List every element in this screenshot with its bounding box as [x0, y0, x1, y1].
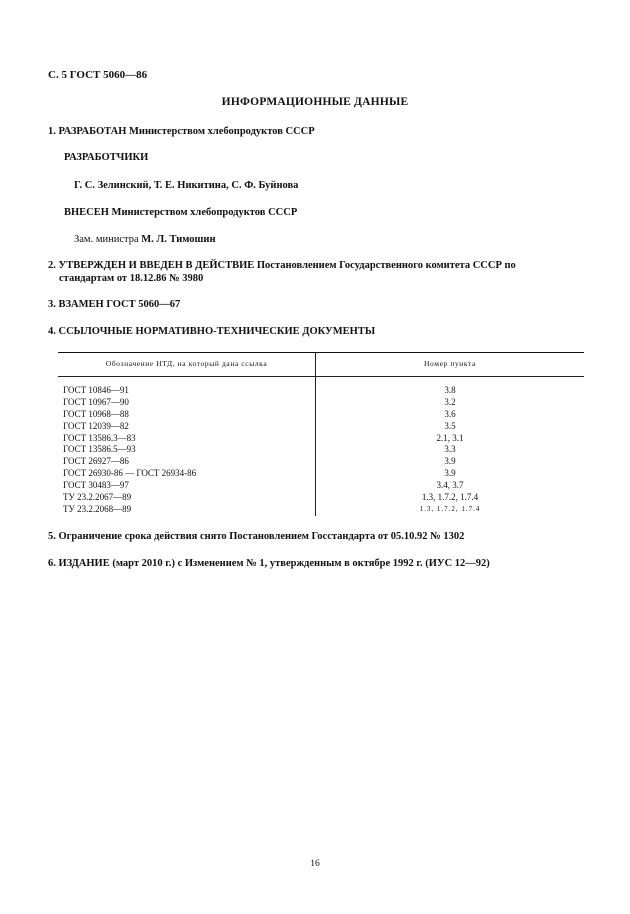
- table-cell-document: ГОСТ 10846—91: [63, 385, 129, 395]
- table-cell-item: 3.2: [444, 396, 456, 407]
- table-cell-document: ГОСТ 12039—82: [63, 420, 129, 431]
- table-row: [58, 397, 584, 409]
- table-cell-document: ГОСТ 26927—86: [63, 456, 129, 467]
- section-2-line-2: стандартам от 18.12.86 № 3980: [59, 273, 204, 284]
- table-header-item: Номер пункта: [424, 359, 476, 368]
- table-row: [58, 433, 584, 445]
- table-body: [58, 385, 584, 516]
- table-cell-document: ГОСТ 10968—88: [63, 408, 129, 419]
- table-header-rule: [58, 376, 584, 377]
- table-cell-item: 2.1, 3.1: [436, 432, 464, 443]
- table-row: [58, 492, 584, 504]
- table-row: [58, 409, 584, 421]
- table-row: [58, 456, 584, 468]
- table-row: [58, 504, 584, 516]
- table-cell-item: 3.5: [444, 420, 456, 431]
- table-cell-item: 3.6: [444, 408, 456, 419]
- section-4-heading: 4. ССЫЛОЧНЫЕ НОРМАТИВНО-ТЕХНИЧЕСКИЕ ДОКУМЕНТЫ: [48, 326, 376, 337]
- deputy-minister-line: [74, 234, 216, 245]
- table-row: [58, 480, 584, 492]
- table-row: [58, 421, 584, 433]
- table-cell-item: 1.3, 1.7.2, 1.7.4: [419, 504, 481, 513]
- table-cell-document: ГОСТ 13586.5—93: [63, 444, 136, 455]
- table-cell-document: ТУ 23.2.2068—89: [63, 503, 132, 514]
- page-header: С. 5 ГОСТ 5060—86: [48, 69, 148, 81]
- introduced-by: ВНЕСЕН Министерством хлебопродуктов СССР: [64, 207, 298, 218]
- page-number: 16: [310, 859, 320, 869]
- table-cell-document: ГОСТ 10967—90: [63, 396, 129, 407]
- table-row: [58, 444, 584, 456]
- page-title: ИНФОРМАЦИОННЫЕ ДАННЫЕ: [221, 96, 409, 108]
- developers-names: Г. С. Зелинский, Т. Е. Никитина, С. Ф. Буйнова: [74, 180, 299, 191]
- table-cell-document: ГОСТ 26930-86 — ГОСТ 26934-86: [63, 468, 197, 479]
- section-5: 5. Ограничение срока действия снято Постановлением Госстандарта от 05.10.92 № 1302: [48, 531, 465, 542]
- table-cell-document: ГОСТ 13586.3—83: [63, 432, 136, 443]
- table-row: [58, 385, 584, 397]
- table-header-document: Обозначение НТД, на который дана ссылка: [105, 359, 268, 368]
- table-cell-item: 3.9: [444, 468, 456, 479]
- deputy-prefix: Зам. министра: [74, 234, 139, 245]
- section-2-line-1: 2. УТВЕРЖДЕН И ВВЕДЕН В ДЕЙСТВИЕ Постановлением Государственного комитета СССР по: [48, 260, 516, 271]
- table-cell-item: 3.3: [444, 444, 456, 455]
- table-cell-item: 3.9: [444, 456, 456, 467]
- deputy-name: М. Л. Тимошин: [141, 234, 216, 245]
- developers-label: РАЗРАБОТЧИКИ: [64, 152, 149, 163]
- table-cell-item: 3.8: [444, 385, 456, 395]
- section-3: 3. ВЗАМЕН ГОСТ 5060—67: [48, 299, 181, 310]
- section-1-heading: 1. РАЗРАБОТАН Министерством хлебопродуктов СССР: [48, 126, 315, 137]
- table-row: [58, 468, 584, 480]
- table-cell-item: 3.4, 3.7: [436, 480, 464, 491]
- section-6: 6. ИЗДАНИЕ (март 2010 г.) с Изменением № 1, утвержденным в октябре 1992 г. (ИУС 12—92): [48, 558, 490, 569]
- table-top-rule: [58, 352, 584, 353]
- table-cell-item: 1.3, 1.7.2, 1.7.4: [421, 492, 479, 503]
- table-cell-document: ТУ 23.2.2067—89: [63, 492, 132, 503]
- table-cell-document: ГОСТ 30483—97: [63, 480, 129, 491]
